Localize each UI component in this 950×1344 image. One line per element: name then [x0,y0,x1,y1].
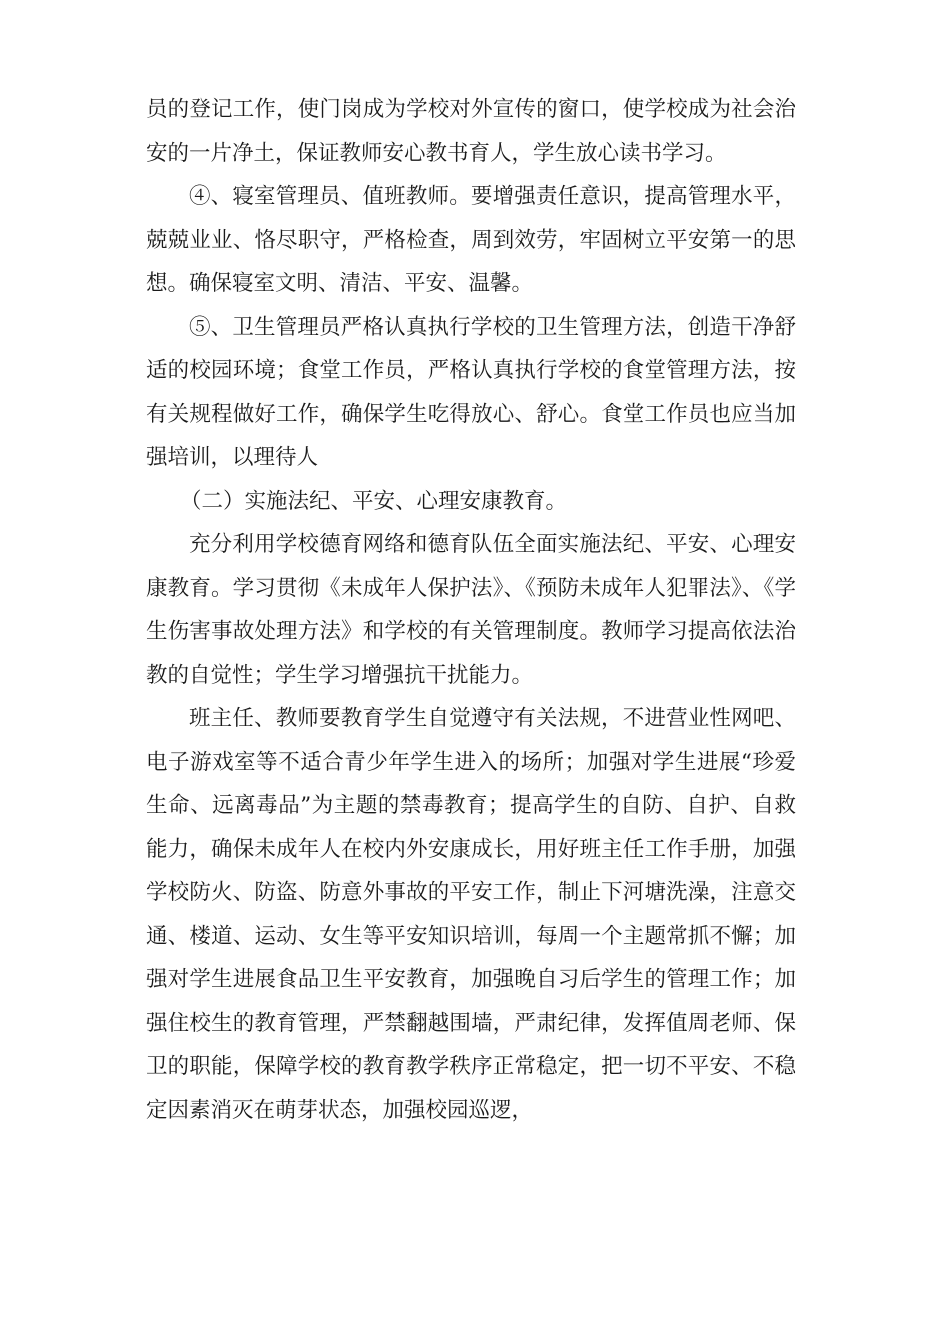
paragraph-teacher-duties: 班主任、教师要教育学生自觉遵守有关法规，不进营业性网吧、电子游戏室等不适合青少年学生进入的场所；加强对学生进展“珍爱生命、远离毒品”为主题的禁毒教育；提高学生的自防、自护、自救能力，确保未成年人在校内外安康成长，用好班主任工作手册，加强学校防火、防盗、防意外事故的平安工作，制止下河塘洗澡，注意交通、楼道、运动、女生等平安知识培训，每周一个主题常抓不懈；加强对学生进展食品卫生平安教育，加强晚自习后学生的管理工作；加强住校生的教育管理，严禁翻越围墙，严肃纪律，发挥值周老师、保卫的职能，保障学校的教育教学秩序正常稳定，把一切不平安、不稳定因素消灭在萌芽状态，加强校园巡逻， [146,706,796,1123]
paragraph-law-education: 充分利用学校德育网络和德育队伍全面实施法纪、平安、心理安康教育。学习贯彻《未成年人保护法》、《预防未成年人犯罪法》、《学生伤害事故处理方法》和学校的有关管理制度。教师学习提高依法治教的自觉性；学生学习增强抗干扰能力。 [146,532,796,688]
document-body [146,88,796,1132]
paragraph-hygiene-manager: ⑤、卫生管理员严格认真执行学校的卫生管理方法，创造干净舒适的校园环境；食堂工作员，严格认真执行学校的食堂管理方法，按有关规程做好工作，确保学生吃得放心、舒心。食堂工作员也应当加强培训，以理待人 [146,314,796,470]
paragraph-continuation: 员的登记工作，使门岗成为学校对外宣传的窗口，使学校成为社会治安的一片净土，保证教师安心教书育人，学生放心读书学习。 [146,97,796,166]
section-heading: （二）实施法纪、平安、心理安康教育。 [180,488,568,514]
paragraph-dorm-manager: ④、寝室管理员、值班教师。要增强责任意识，提高管理水平，兢兢业业、恪尽职守，严格检查，周到效劳，牢固树立平安第一的思想。确保寝室文明、清洁、平安、温馨。 [146,184,796,296]
